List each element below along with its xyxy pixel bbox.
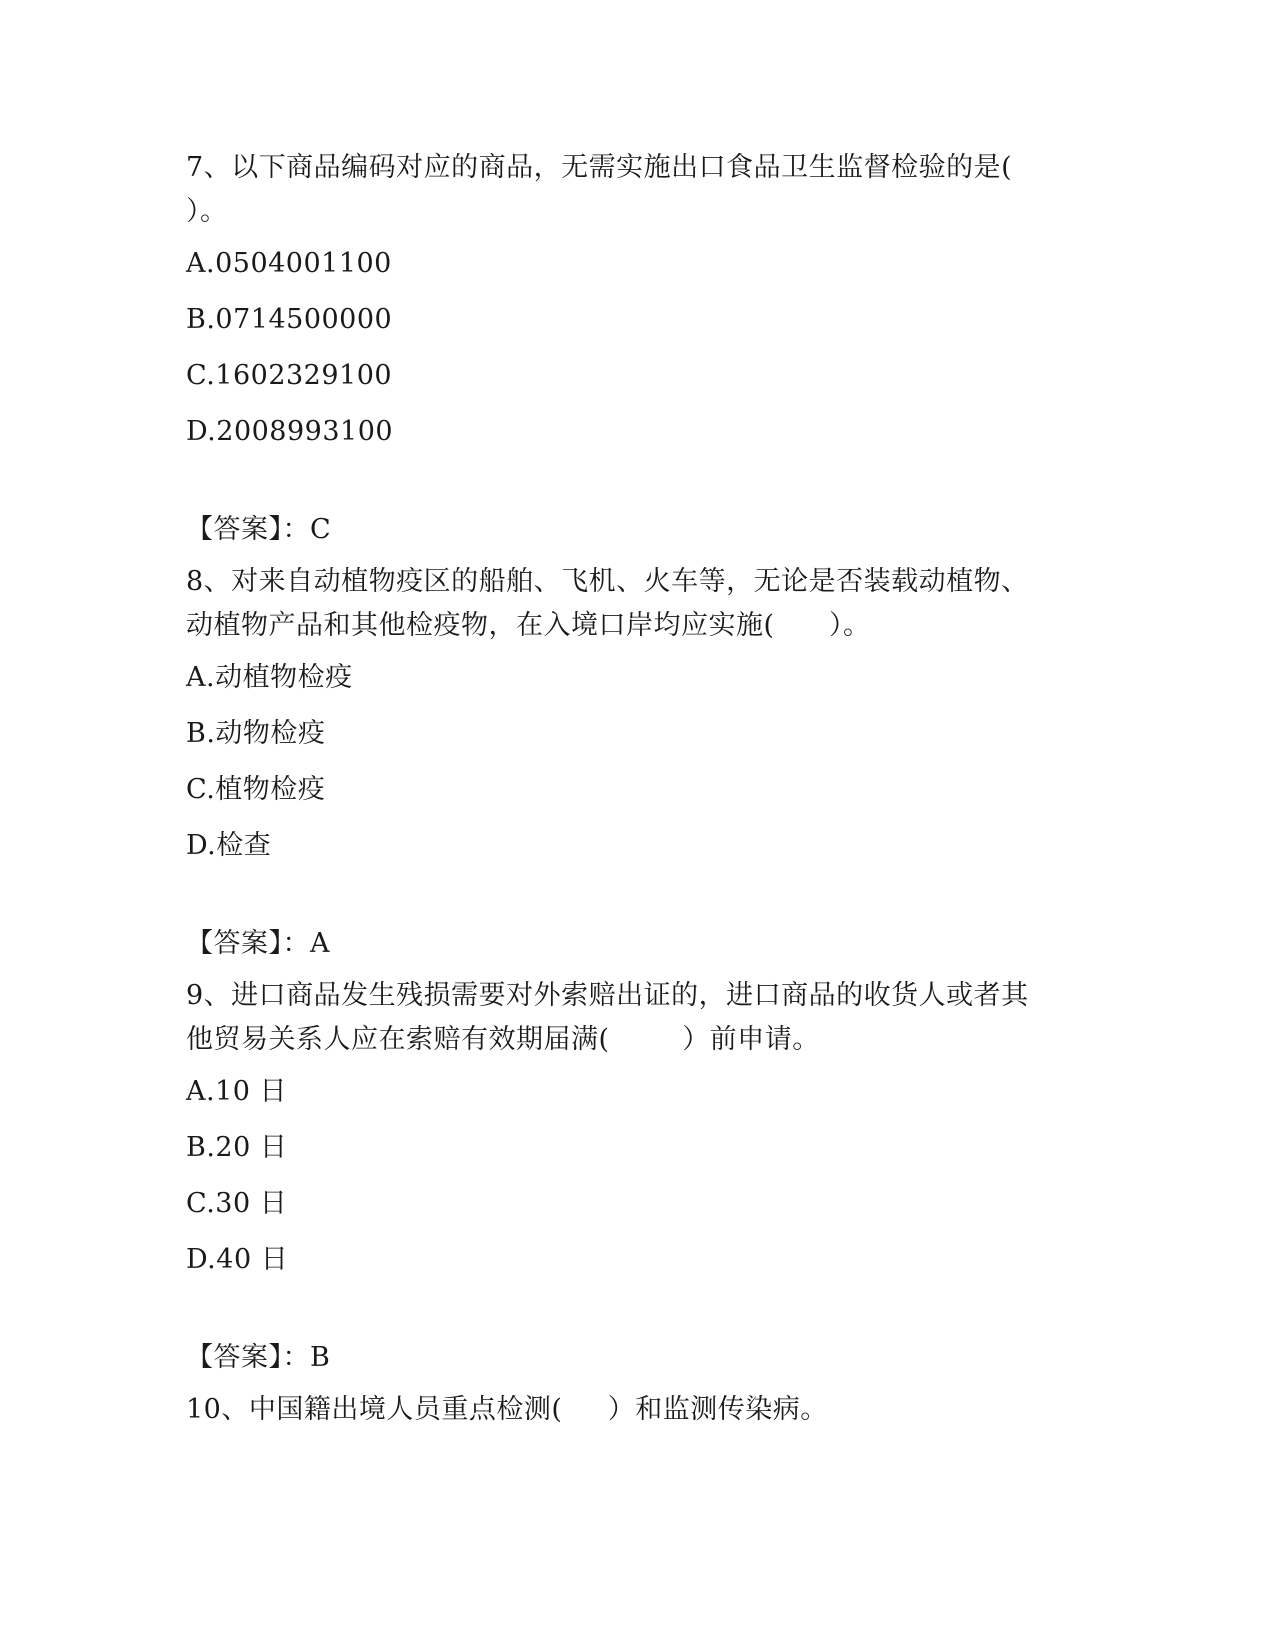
question-text: 10、中国籍出境人员重点检测( ）和监测传染病。 xyxy=(186,1394,828,1425)
question-block-10 xyxy=(186,1388,1086,1432)
question-text: 8、对来自动植物疫区的船舶、飞机、火车等，无论是否装载动植物、 动植物产品和其他检疫物，在入境口岸均应实施( ）。 xyxy=(186,566,1029,641)
option-c: C.30 日 xyxy=(186,1188,288,1219)
option-c: C.植物检疫 xyxy=(186,774,326,805)
question-block-9 xyxy=(186,974,1086,1376)
option-a: A.10 日 xyxy=(186,1076,288,1107)
option-list xyxy=(186,660,1086,864)
option-a: A.动植物检疫 xyxy=(186,662,353,693)
option-c: C.1602329100 xyxy=(186,360,393,391)
answer-line: 【答案】：C xyxy=(186,514,332,545)
option-list xyxy=(186,1074,1086,1278)
option-a: A.0504001100 xyxy=(186,248,392,279)
option-b: B.动物检疫 xyxy=(186,718,326,749)
answer-line: 【答案】：A xyxy=(186,928,330,959)
option-b: B.20 日 xyxy=(186,1132,288,1163)
question-text: 7、以下商品编码对应的商品，无需实施出口食品卫生监督检验的是( ）。 xyxy=(186,152,1013,227)
question-block-7 xyxy=(186,146,1086,548)
option-list xyxy=(186,246,1086,450)
document-page xyxy=(186,146,1086,1432)
option-d: D.2008993100 xyxy=(186,416,394,447)
option-b: B.0714500000 xyxy=(186,304,393,335)
option-d: D.检查 xyxy=(186,830,272,861)
option-d: D.40 日 xyxy=(186,1244,289,1275)
question-block-8 xyxy=(186,560,1086,962)
question-text: 9、进口商品发生残损需要对外索赔出证的，进口商品的收货人或者其 他贸易关系人应在索赔有效期届满( ）前申请。 xyxy=(186,980,1029,1055)
answer-line: 【答案】：B xyxy=(186,1342,331,1373)
